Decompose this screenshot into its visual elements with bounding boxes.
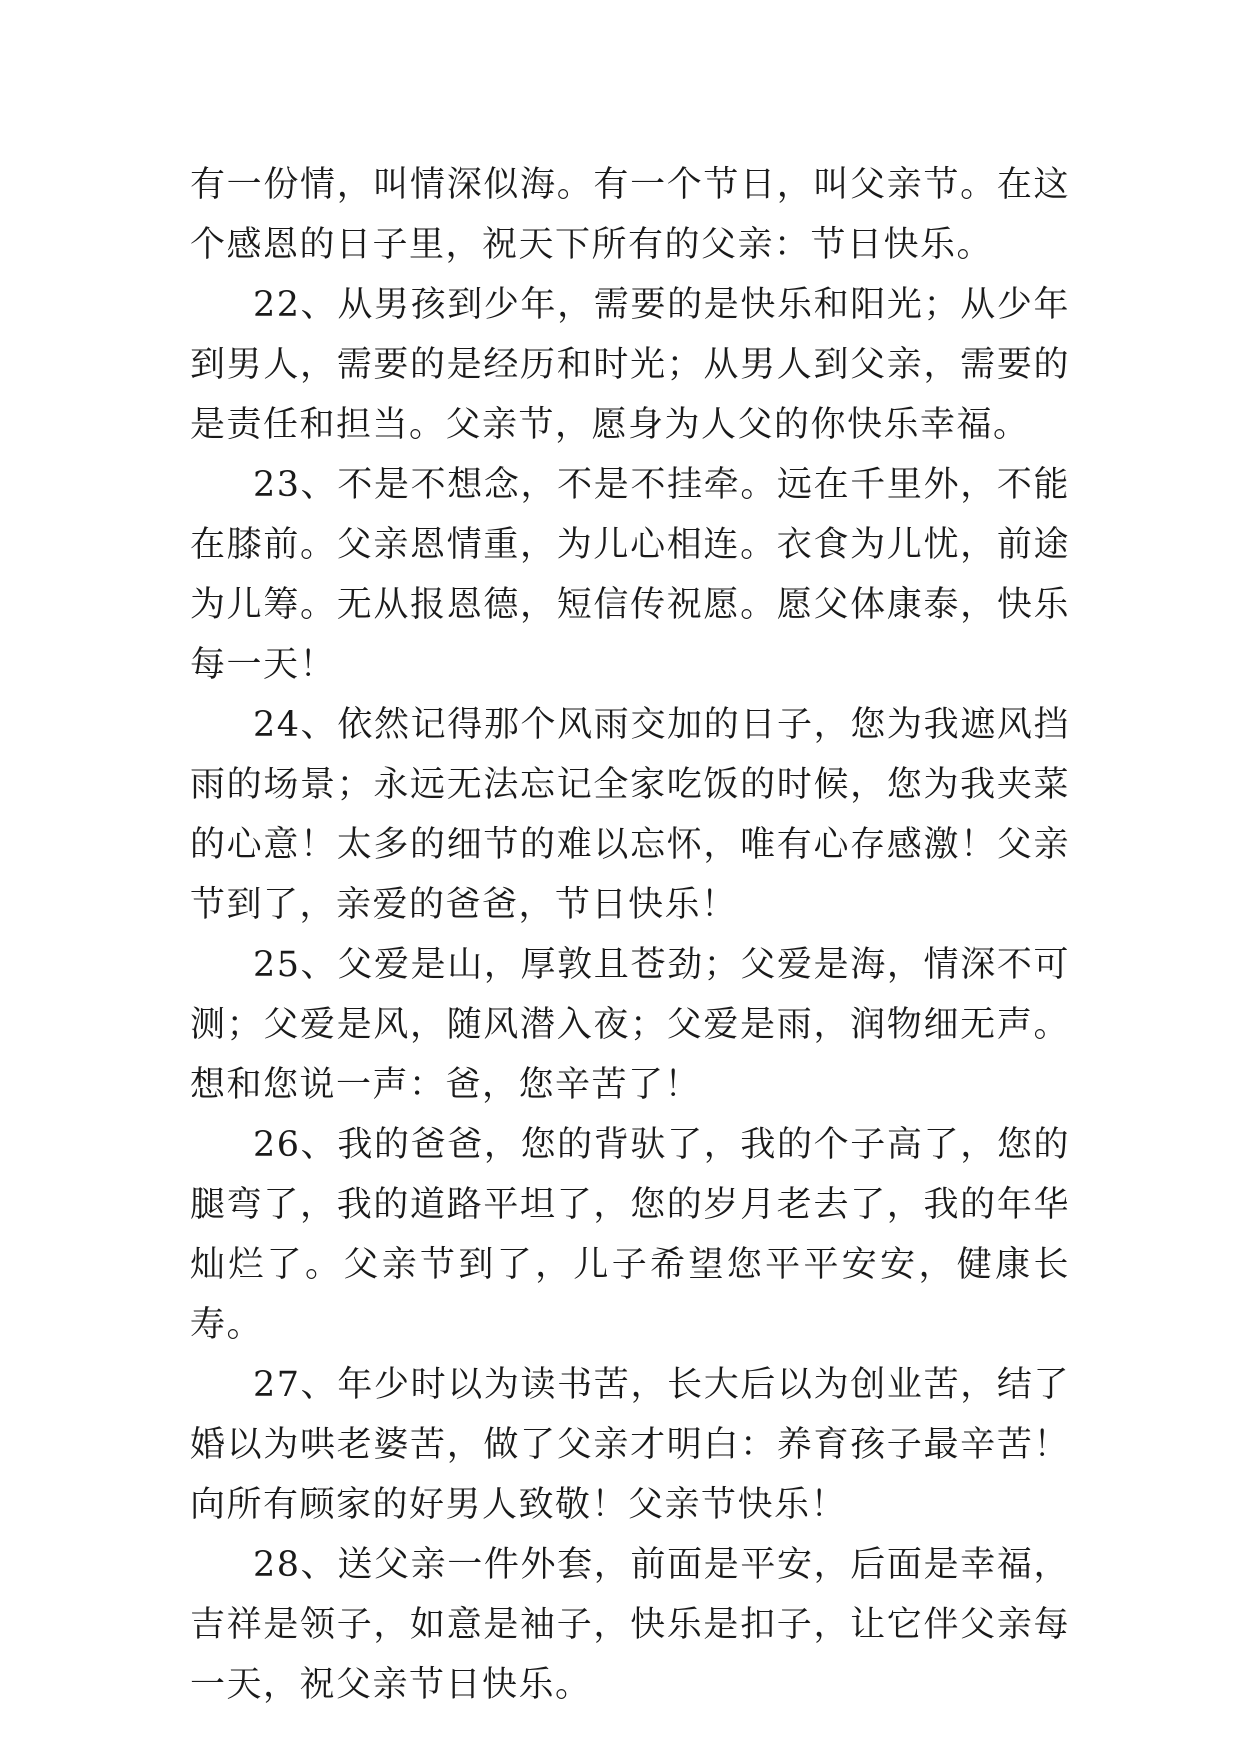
paragraph-23: 23、不是不想念，不是不挂牵。远在千里外，不能在膝前。父亲恩情重，为儿心相连。衣食为儿忧，前途为儿筹。无从报恩德，短信传祝愿。愿父体康泰，快乐每一天！ <box>190 465 1070 685</box>
paragraph-22: 22、从男孩到少年，需要的是快乐和阳光；从少年到男人，需要的是经历和时光；从男人到父亲，需要的是责任和担当。父亲节，愿身为人父的你快乐幸福。 <box>190 285 1070 445</box>
paragraph-24: 24、依然记得那个风雨交加的日子，您为我遮风挡雨的场景；永远无法忘记全家吃饭的时候，您为我夹菜的心意！太多的细节的难以忘怀，唯有心存感激！父亲节到了，亲爱的爸爸，节日快乐！ <box>190 705 1070 925</box>
paragraph-26: 26、我的爸爸，您的背驮了，我的个子高了，您的腿弯了，我的道路平坦了，您的岁月老去了，我的年华灿烂了。父亲节到了，儿子希望您平平安安，健康长寿。 <box>190 1125 1070 1345</box>
paragraph-28: 28、送父亲一件外套，前面是平安，后面是幸福，吉祥是领子，如意是袖子，快乐是扣子，让它伴父亲每一天，祝父亲节日快乐。 <box>190 1545 1070 1705</box>
paragraph-intro: 有一份情，叫情深似海。有一个节日，叫父亲节。在这个感恩的日子里，祝天下所有的父亲：节日快乐。 <box>190 165 1070 265</box>
paragraph-27: 27、年少时以为读书苦，长大后以为创业苦，结了婚以为哄老婆苦，做了父亲才明白：养育孩子最辛苦！向所有顾家的好男人致敬！父亲节快乐！ <box>190 1365 1070 1525</box>
document-body <box>190 155 1070 1715</box>
paragraph-25: 25、父爱是山，厚敦且苍劲；父爱是海，情深不可测；父爱是风，随风潜入夜；父爱是雨，润物细无声。想和您说一声：爸，您辛苦了！ <box>190 945 1070 1105</box>
